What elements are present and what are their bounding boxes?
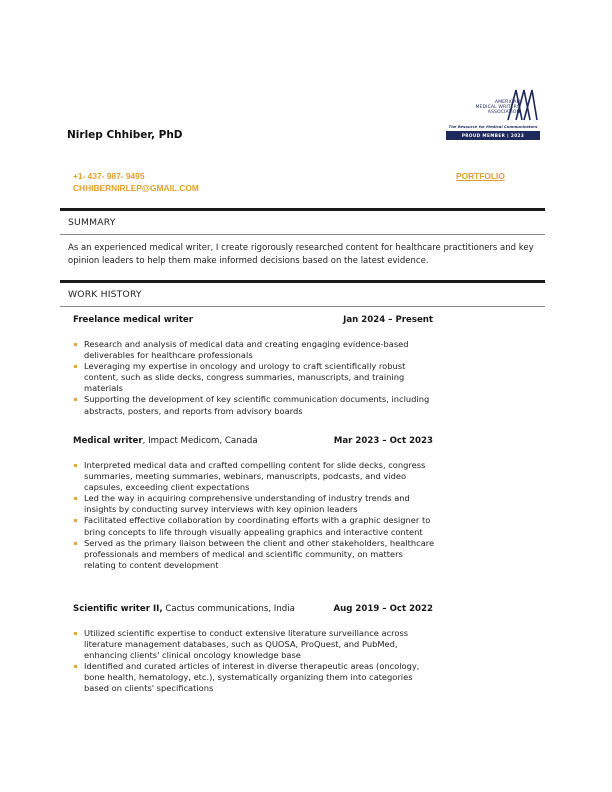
work-history-heading: WORK HISTORY [68, 289, 142, 300]
job-title: Freelance medical writer [73, 315, 194, 325]
bullet-item: Identified and curated articles of interest in diverse therapeutic areas (oncology, bone health, hematology, etc.), systematically organizing them into categories based on clients' specifications [73, 661, 435, 694]
job-dates: Aug 2019 – Oct 2022 [333, 604, 433, 614]
job-entry [73, 436, 433, 571]
section-divider-thin [60, 306, 545, 307]
phone-link[interactable]: +1- 437- 987- 9495 [73, 171, 145, 181]
job-header [73, 436, 433, 448]
bullet-icon [74, 398, 77, 401]
email-link[interactable]: CHHIBERNIRLEP@GMAIL.COM [73, 183, 199, 193]
bullet-item: Supporting the development of key scientific communication documents, including abstracts, posters, and reports from advisory boards [73, 394, 433, 416]
job-header [73, 604, 433, 616]
section-divider-thin [60, 234, 545, 235]
job-title: Medical writer [73, 436, 143, 446]
bullet-icon [74, 343, 77, 346]
job-bullets [73, 460, 435, 571]
bullet-icon [74, 464, 77, 467]
section-divider-thick [60, 208, 545, 211]
section-divider-thick [60, 280, 545, 283]
job-entry [73, 604, 433, 695]
bullet-icon [74, 497, 77, 500]
bullet-icon [74, 632, 77, 635]
job-company: Cactus communications, India [162, 604, 295, 614]
bullet-icon [74, 519, 77, 522]
bullet-item: Served as the primary liaison between the client and other stakeholders, healthcare professionals and members of medical and scientific community, on matters relating to content development [73, 538, 435, 571]
job-title: Scientific writer II, [73, 604, 163, 614]
bullet-icon [74, 365, 77, 368]
job-dates: Jan 2024 – Present [343, 315, 433, 325]
bullet-item: Led the way in acquiring comprehensive understanding of industry trends and insights by conducting survey interviews with key opinion leaders [73, 493, 435, 515]
job-bullets [73, 339, 433, 417]
amwa-name: AMERICAN MEDICAL WRITERS ASSOCIATION [475, 100, 520, 115]
bullet-item: Leveraging my expertise in oncology and urology to craft scientifically robust content, such as slide decks, congress summaries, manuscripts, and training materials [73, 361, 433, 394]
proud-member-badge: PROUD MEMBER | 2023 [446, 131, 540, 140]
bullet-item: Facilitated effective collaboration by coordinating efforts with a graphic designer to bring concepts to life through visually appealing graphics and interactive content [73, 515, 435, 537]
job-bullets [73, 628, 435, 695]
summary-heading: SUMMARY [68, 217, 116, 228]
amwa-logo [446, 86, 540, 142]
amwa-tagline: The Resource for Medical Communicators [448, 124, 538, 129]
summary-text: As an experienced medical writer, I create rigorously researched content for healthcare practitioners and key opinion leaders to help them make informed decisions based on the latest evidence. [68, 243, 534, 266]
job-entry [73, 315, 433, 417]
job-dates: Mar 2023 – Oct 2023 [333, 436, 433, 446]
bullet-item: Research and analysis of medical data and creating engaging evidence-based deliverables for healthcare professionals [73, 339, 433, 361]
job-header [73, 315, 433, 327]
bullet-icon [74, 665, 77, 668]
job-company: , Impact Medicom, Canada [142, 436, 258, 446]
portfolio-link[interactable]: PORTFOLIO [456, 171, 505, 181]
bullet-item: Interpreted medical data and crafted compelling content for slide decks, congress summaries, meeting summaries, webinars, manuscripts, podcasts, and video capsules, exceeding client expectations [73, 460, 435, 493]
bullet-item: Utilized scientific expertise to conduct extensive literature surveillance across literature management databases, such as QUOSA, ProQuest, and PubMed, enhancing clients' clinical oncology knowledge base [73, 628, 435, 661]
candidate-name: Nirlep Chhiber, PhD [67, 129, 183, 141]
bullet-icon [74, 542, 77, 545]
